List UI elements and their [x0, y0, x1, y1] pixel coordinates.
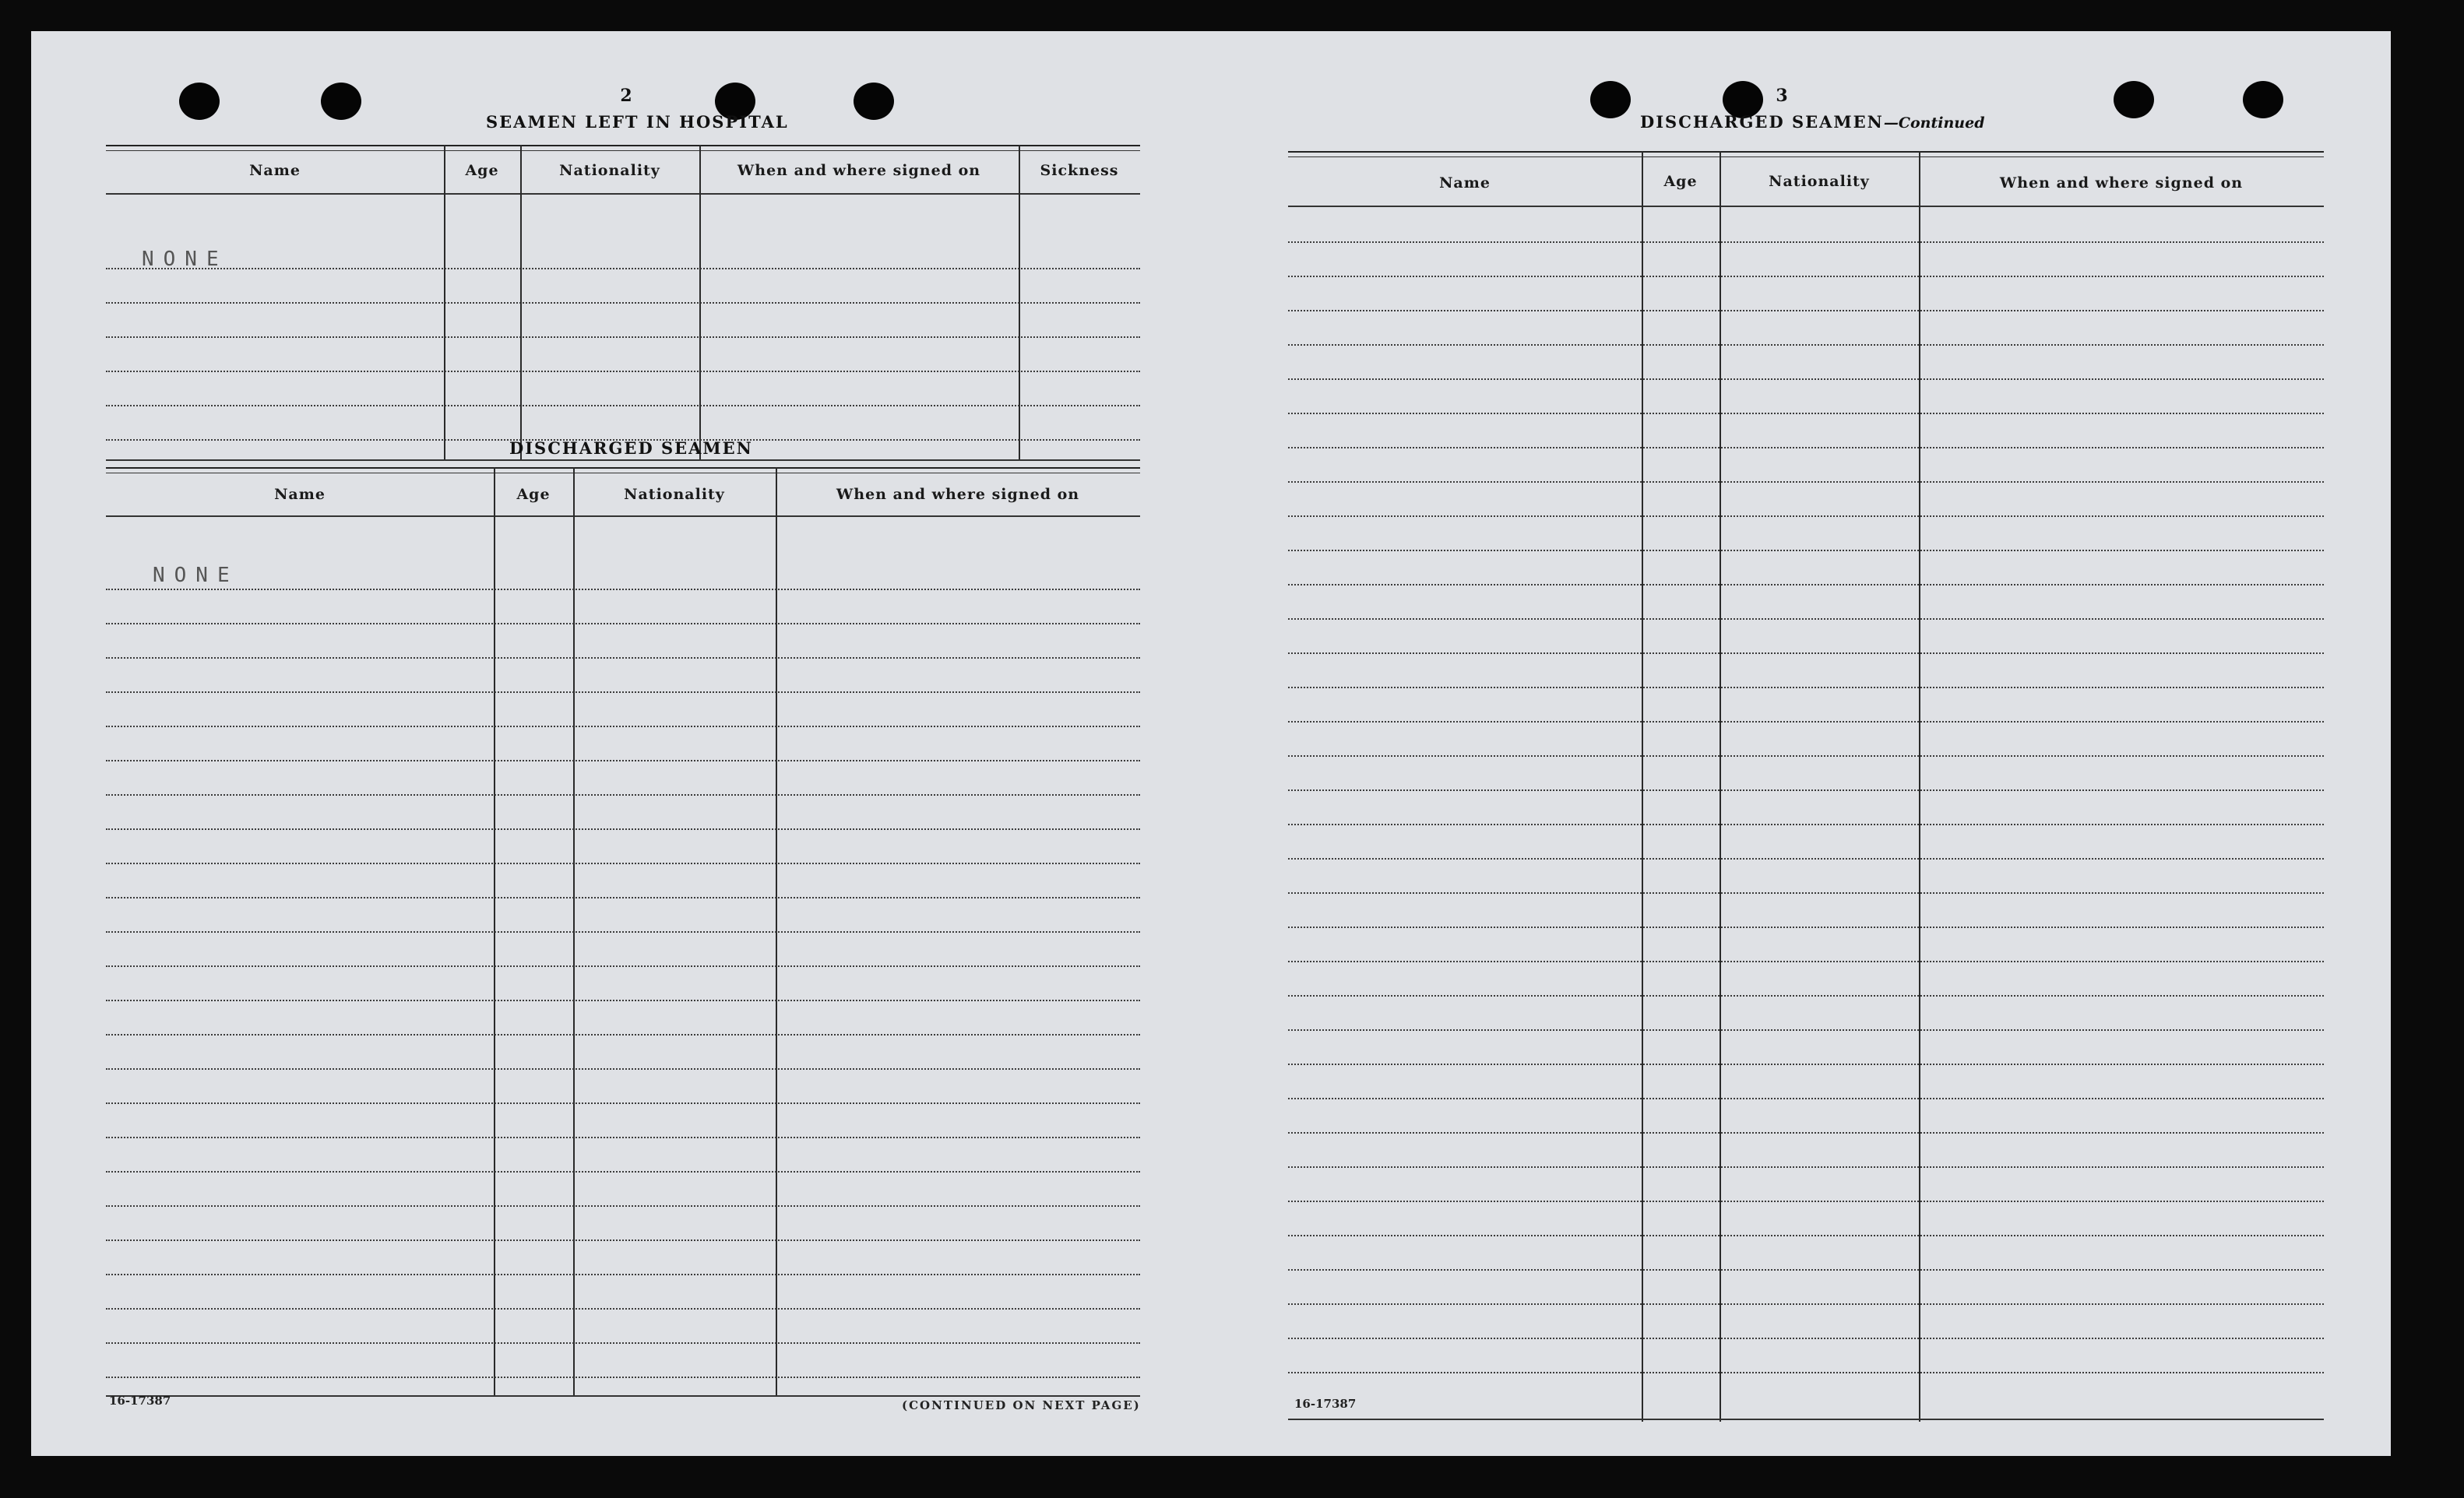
continued-note: (CONTINUED ON NEXT PAGE)	[902, 1398, 1141, 1412]
punch-hole	[2114, 81, 2154, 118]
col-name: Name	[274, 486, 326, 503]
ruled-row-line	[106, 1171, 1140, 1173]
discharged-table	[106, 467, 1140, 1398]
ruled-row-line	[1288, 721, 2324, 723]
punch-hole	[321, 83, 361, 120]
ruled-row-line	[1288, 1372, 2324, 1373]
ruled-row-line	[1288, 618, 2324, 620]
ruled-row-line	[106, 1034, 1140, 1036]
ruled-row-line	[1288, 927, 2324, 928]
ruled-row-line	[106, 657, 1140, 659]
ruled-row-line	[1288, 378, 2324, 380]
page-number-right: 3	[1776, 86, 1788, 106]
ruled-row-line	[1288, 481, 2324, 483]
col-age: Age	[516, 486, 551, 503]
ruled-row-line	[106, 1240, 1140, 1241]
ruled-row-line	[106, 794, 1140, 796]
ruled-row-line	[106, 760, 1140, 761]
ruled-row-line	[1288, 584, 2324, 585]
ruled-row-line	[106, 1377, 1140, 1378]
table-bottom-rule	[1288, 1419, 2324, 1420]
ruled-row-line	[1288, 241, 2324, 243]
ruled-row-line	[106, 1308, 1140, 1310]
punch-hole	[854, 83, 894, 120]
ruled-row-line	[1288, 755, 2324, 757]
ruled-row-line	[106, 828, 1140, 830]
col-nationality: Nationality	[559, 162, 660, 179]
ruled-row-line	[1288, 1098, 2324, 1099]
ruled-row-line	[106, 863, 1140, 864]
ruled-row-line	[1288, 310, 2324, 311]
col-nationality: Nationality	[624, 486, 725, 503]
ruled-row-line	[1288, 447, 2324, 448]
ruled-row-line	[1288, 687, 2324, 688]
discharged-section-title: DISCHARGED SEAMEN	[509, 438, 753, 458]
punch-hole	[1590, 81, 1631, 118]
right-page-title	[1640, 112, 1985, 132]
ruled-row-line	[1288, 1269, 2324, 1271]
ruled-row-line	[1288, 1132, 2324, 1134]
table-bottom-rule	[106, 1395, 1140, 1397]
col-when-where: When and where signed on	[737, 162, 981, 179]
col-nationality: Nationality	[1769, 173, 1870, 190]
col-name: Name	[249, 162, 301, 179]
discharged-continued-table	[1288, 151, 2324, 1422]
hospital-table	[106, 145, 1140, 462]
ruled-row-line	[106, 691, 1140, 693]
ruled-row-line	[1288, 858, 2324, 860]
right-page-title-main: DISCHARGED SEAMEN	[1640, 112, 1884, 132]
ruled-row-line	[1288, 1029, 2324, 1031]
ruled-row-line	[106, 965, 1140, 967]
col-sickness: Sickness	[1040, 162, 1119, 179]
form-number-left: 16-17387	[109, 1394, 171, 1408]
ruled-row-line	[106, 589, 1140, 590]
ruled-row-line	[106, 1000, 1140, 1001]
col-age: Age	[1663, 173, 1698, 190]
punch-hole	[179, 83, 220, 120]
ruled-row-line	[1288, 344, 2324, 346]
ruled-row-line	[1288, 1235, 2324, 1236]
ruled-row-line	[1288, 1064, 2324, 1065]
ruled-row-line	[1288, 413, 2324, 414]
ruled-row-line	[1288, 789, 2324, 791]
col-age: Age	[465, 162, 499, 179]
ruled-row-line	[106, 931, 1140, 933]
col-when-where: When and where signed on	[1999, 174, 2244, 192]
ruled-row-line	[1288, 1303, 2324, 1305]
ruled-row-line	[106, 726, 1140, 727]
ruled-row-line	[106, 1137, 1140, 1138]
col-name: Name	[1439, 174, 1491, 192]
ruled-row-line	[1288, 1338, 2324, 1339]
ruled-row-line	[1288, 995, 2324, 997]
page-number-left: 2	[620, 86, 632, 106]
ruled-row-line	[106, 1342, 1140, 1344]
ruled-row-line	[1288, 1201, 2324, 1202]
form-number-right: 16-17387	[1294, 1397, 1357, 1411]
ruled-row-line	[106, 1274, 1140, 1275]
ruled-row-line	[1288, 652, 2324, 654]
hospital-entry: NONE	[142, 248, 228, 271]
discharged-entry: NONE	[153, 564, 239, 587]
right-page-title-suffix: —Continued	[1883, 114, 1985, 132]
hospital-section-title: SEAMEN LEFT IN HOSPITAL	[486, 112, 789, 132]
ruled-row-line	[1288, 276, 2324, 277]
ruled-row-line	[106, 1102, 1140, 1104]
ruled-row-line	[106, 1205, 1140, 1207]
document-page	[31, 31, 2391, 1456]
ruled-row-line	[106, 897, 1140, 898]
ruled-row-line	[1288, 515, 2324, 517]
col-when-where: When and where signed on	[836, 486, 1080, 503]
ruled-row-line	[106, 623, 1140, 624]
punch-hole	[2243, 81, 2283, 118]
ruled-row-line	[1288, 824, 2324, 825]
ruled-row-line	[1288, 961, 2324, 962]
ruled-row-line	[1288, 1166, 2324, 1168]
ruled-row-line	[106, 1068, 1140, 1070]
ruled-row-line	[1288, 892, 2324, 894]
ruled-row-line	[1288, 550, 2324, 551]
